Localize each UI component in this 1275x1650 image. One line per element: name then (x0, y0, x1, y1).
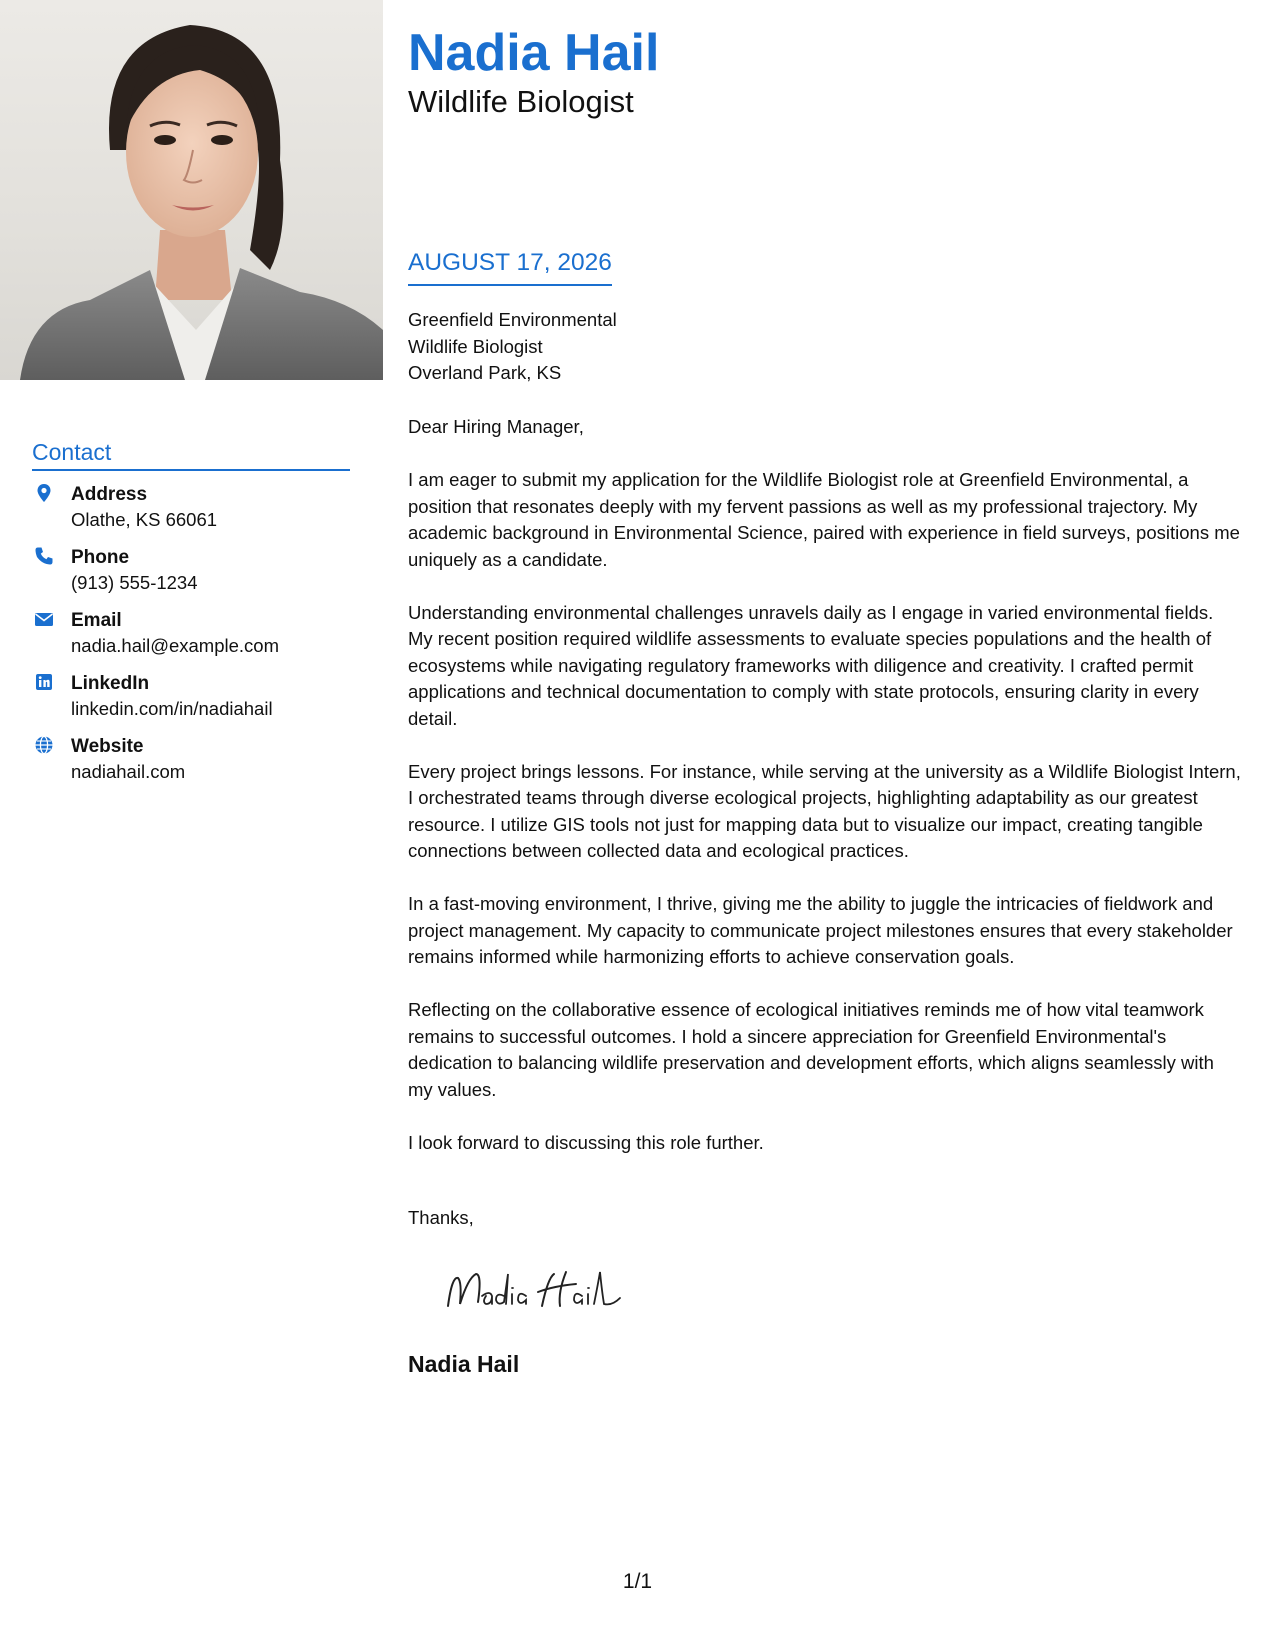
closing: Thanks, (408, 1207, 474, 1228)
phone-icon (34, 546, 54, 566)
paragraph: Reflecting on the collaborative essence of ecological initiatives reminds me of how vital teamwork remains to successful outcomes. I hold a sincere appreciation for Greenfield Environmental's dedication to balancing wildlife preservation and development efforts, which aligns seamlessly with my values. (408, 999, 1214, 1100)
contact-label: Address (71, 484, 148, 505)
sidebar (0, 0, 383, 1650)
paragraph: I look forward to discussing this role further. (408, 1131, 764, 1153)
contact-label: Website (71, 736, 144, 757)
contact-heading: Contact (32, 438, 350, 471)
contact-item-email (32, 609, 362, 672)
contact-value-email[interactable]: nadia.hail@example.com (71, 635, 279, 656)
contact-item-address (32, 483, 362, 546)
recipient-block (408, 307, 617, 387)
contact-value-address: Olathe, KS 66061 (71, 509, 218, 530)
contact-list (32, 483, 362, 798)
signed-name: Nadia Hail (408, 1351, 520, 1377)
contact-value-linkedin[interactable]: linkedin.com/in/nadiahail (71, 698, 273, 719)
letter-date: AUGUST 17, 2026 (408, 248, 612, 286)
paragraph: I am eager to submit my application for the Wildlife Biologist role at Greenfield Environmental, a position that resonates deeply with my fervent passions as well as my professional trajectory. My academic background in Environmental Science, paired with experience in field surveys, positions me uniquely as a candidate. (408, 469, 1240, 570)
paragraph: Understanding environmental challenges unravels daily as I engage in varied environmental fields. My recent position required wildlife assessments to evaluate species populations and the health of ecosystems while navigating regulatory frameworks with diligence and creativity. I crafted permit applications and technical documentation to comply with state protocols, ensuring clarity in every detail. (408, 601, 1214, 729)
paragraph: Every project brings lessons. For instance, while serving at the university as a Wildlife Biologist Intern, I orchestrated teams through diverse ecological projects, highlighting adaptability as our greatest resource. I utilize GIS tools not just for mapping data but to visualize our impact, creating tangible connections between collected data and ecological practices. (408, 760, 1241, 861)
map-pin-icon (34, 483, 54, 503)
linkedin-icon (34, 672, 54, 692)
page-number: 1/1 (622, 1570, 653, 1593)
contact-item-phone (32, 546, 362, 609)
globe-icon (34, 735, 54, 755)
contact-label: Email (71, 610, 122, 631)
envelope-icon (34, 609, 54, 629)
letter-body (408, 414, 1243, 1183)
recipient-location: Overland Park, KS (408, 362, 562, 383)
recipient-position: Wildlife Biologist (408, 335, 543, 357)
recipient-company: Greenfield Environmental (408, 309, 617, 330)
contact-item-website (32, 735, 362, 798)
paragraph: In a fast-moving environment, I thrive, giving me the ability to juggle the intricacies of fieldwork and project management. My capacity to communicate project milestones ensures that every stakeholder remains informed while harmonizing efforts to achieve conservation goals. (408, 893, 1233, 967)
contact-label: LinkedIn (71, 673, 150, 694)
contact-item-linkedin (32, 672, 362, 735)
salutation: Dear Hiring Manager, (408, 416, 584, 437)
contact-value-website[interactable]: nadiahail.com (71, 761, 186, 782)
contact-value-phone: (913) 555-1234 (71, 572, 198, 593)
contact-label: Phone (71, 547, 130, 568)
applicant-title: Wildlife Biologist (408, 84, 634, 119)
profile-photo (0, 0, 383, 380)
handwritten-signature (442, 1262, 642, 1322)
applicant-name: Nadia Hail (408, 24, 660, 82)
